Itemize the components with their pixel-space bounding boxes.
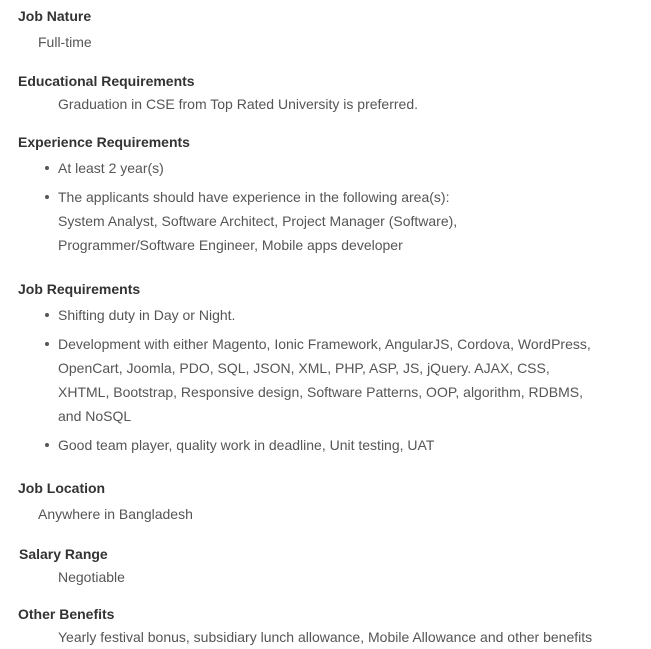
experience-requirements-list [58,156,618,262]
list-item [58,433,618,457]
job-nature-value: Full-time [38,34,92,50]
list-item [58,303,618,327]
list-item-line: Shifting duty in Day or Night. [58,307,236,323]
job-location-value: Anywhere in Bangladesh [38,506,193,522]
list-item-line: Good team player, quality work in deadline, Unit testing, UAT [58,437,435,453]
list-item-line: OpenCart, Joomla, PDO, SQL, JSON, XML, PHP, ASP, JS, jQuery. AJAX, CSS, [58,360,550,376]
other-benefits-heading: Other Benefits [18,606,115,622]
list-item [58,332,618,428]
list-item-line: Programmer/Software Engineer, Mobile apps developer [58,237,403,253]
job-requirements-heading: Job Requirements [18,281,141,297]
list-item-line: System Analyst, Software Architect, Project Manager (Software), [58,213,458,229]
list-item [58,185,618,257]
educational-requirements-heading: Educational Requirements [18,73,195,89]
list-item-line: XHTML, Bootstrap, Responsive design, Software Patterns, OOP, algorithm, RDBMS, [58,384,583,400]
experience-requirements-heading: Experience Requirements [18,134,190,150]
educational-requirements-value: Graduation in CSE from Top Rated University is preferred. [58,96,419,112]
job-nature-heading: Job Nature [18,8,92,24]
list-item-line: The applicants should have experience in the following area(s): [58,189,450,205]
job-requirements-list [58,303,618,462]
salary-range-heading: Salary Range [19,546,108,562]
other-benefits-value: Yearly festival bonus, subsidiary lunch allowance, Mobile Allowance and other benefits [58,629,593,645]
list-item [58,156,618,180]
job-location-heading: Job Location [18,480,106,496]
salary-range-value: Negotiable [58,569,125,585]
list-item-line: and NoSQL [58,408,132,424]
list-item-line: At least 2 year(s) [58,160,164,176]
list-item-line: Development with either Magento, Ionic Framework, AngularJS, Cordova, WordPress, [58,336,591,352]
